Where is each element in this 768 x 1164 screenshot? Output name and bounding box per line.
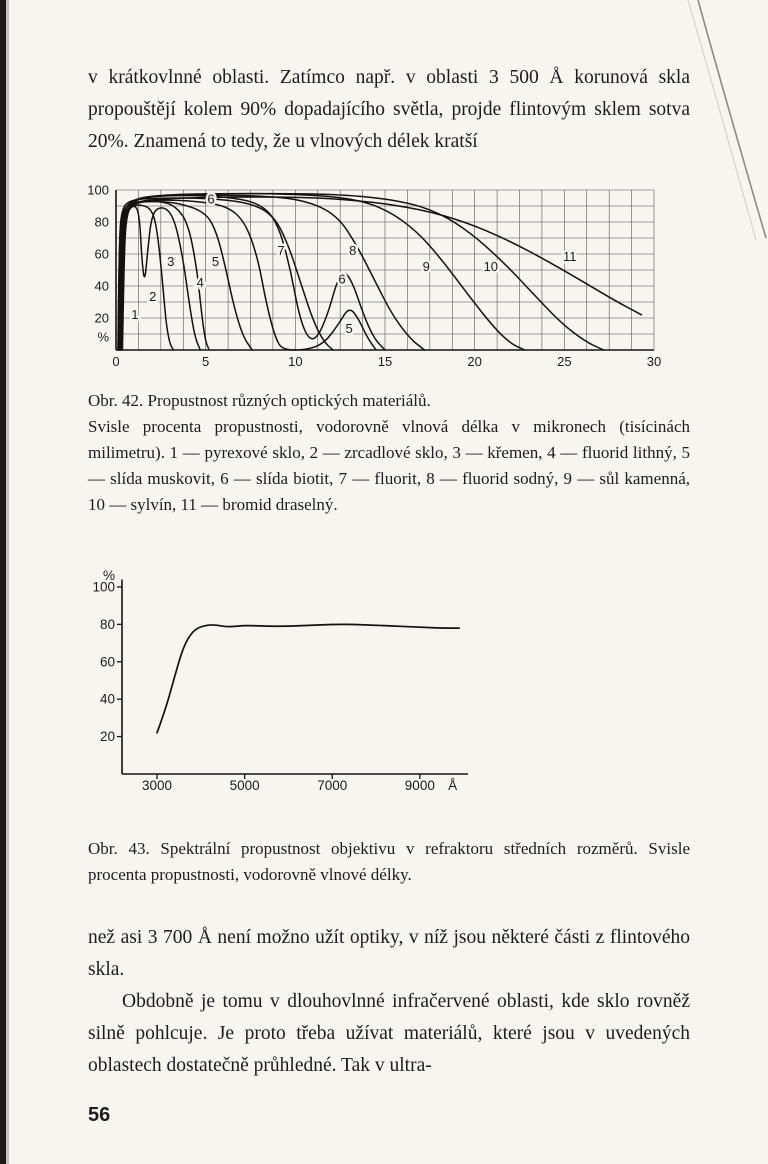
svg-text:4: 4	[196, 274, 204, 290]
svg-text:5000: 5000	[229, 778, 260, 793]
svg-text:0: 0	[112, 354, 120, 369]
svg-text:5: 5	[345, 321, 353, 337]
svg-text:20: 20	[94, 310, 109, 326]
caption-obr-42-body: Svisle procenta propustnosti, vodorovně vlnová délka v mikronech (tisícinách milimetru). 1 — pyrexové sklo, 2 — zrcadlové sklo, 3 — křemen, 4 — fluorid lithný, 5 — slída muskovit, 6 — slída biotit, 7 — fluorit, 8 — fluorid sodný, 9 — sůl kamenná, 10 — sylvín, 11 — bromid draselný.	[88, 417, 690, 514]
caption-obr-42-title: Obr. 42. Propustnost různých optických materiálů.	[88, 391, 431, 410]
svg-text:%: %	[97, 329, 109, 345]
svg-text:20: 20	[467, 354, 482, 369]
paragraph-after-fig43-1: než asi 3 700 Å není možno užít optiky, v níž jsou některé části z flintového skla.	[88, 927, 690, 980]
svg-text:10: 10	[288, 354, 303, 369]
chart-obr-42	[86, 170, 662, 374]
figure-obr-42	[86, 170, 690, 374]
scan-edge-shadow	[6, 0, 9, 1164]
caption-obr-43	[88, 836, 690, 888]
svg-text:7000: 7000	[317, 778, 348, 793]
svg-text:6: 6	[338, 271, 346, 287]
svg-text:8: 8	[349, 242, 357, 258]
page-content	[88, 62, 690, 1127]
svg-text:11: 11	[562, 249, 577, 265]
svg-text:1: 1	[131, 306, 139, 322]
svg-text:40: 40	[94, 278, 109, 294]
chart-obr-43	[88, 558, 484, 810]
svg-text:80: 80	[99, 616, 115, 632]
svg-text:15: 15	[377, 354, 393, 369]
svg-text:2: 2	[149, 289, 157, 305]
figure-obr-43	[88, 558, 690, 810]
svg-text:%: %	[102, 568, 115, 584]
svg-text:40: 40	[99, 691, 115, 707]
svg-text:9000: 9000	[404, 778, 435, 793]
svg-text:100: 100	[92, 579, 115, 595]
svg-text:20: 20	[99, 729, 115, 745]
svg-text:10: 10	[483, 258, 499, 274]
caption-obr-43-text: Obr. 43. Spektrální propustnost objektivu v refraktoru středních rozměrů. Svisle procenta propustnosti, vodorovně vlnové délky.	[88, 839, 690, 884]
svg-text:80: 80	[94, 214, 109, 230]
page-number: 56	[88, 1104, 111, 1126]
svg-text:6: 6	[207, 191, 215, 207]
svg-text:25: 25	[557, 354, 572, 369]
svg-text:9: 9	[422, 258, 430, 274]
svg-text:5: 5	[211, 254, 220, 269]
svg-text:5: 5	[202, 354, 210, 369]
svg-text:3000: 3000	[142, 778, 173, 793]
page-curl-line	[684, 0, 768, 242]
svg-text:100: 100	[87, 182, 109, 198]
svg-text:60: 60	[94, 246, 109, 262]
caption-obr-42	[88, 388, 690, 518]
svg-text:60: 60	[99, 654, 115, 670]
paragraph-intro: v krátkovlnné oblasti. Zatímco např. v oblasti 3 500 Å korunová skla propouštějí kolem 90% dopadajícího světla, projde flintovým sklem sotva 20%. Znamená to tedy, že u vlnových délek kratší	[88, 67, 690, 152]
svg-text:30: 30	[646, 354, 662, 369]
paragraph-after-fig43-2: Obdobně je tomu v dlouhovlnné infračervené oblasti, kde sklo rovněž silně pohlcuje. Je proto třeba užívat materiálů, které jsou v uvedených oblastech dostatečně průhledné. Tak v ultra-	[88, 991, 690, 1076]
svg-text:Å: Å	[448, 778, 458, 793]
svg-text:3: 3	[167, 254, 175, 269]
svg-text:7: 7	[277, 242, 285, 258]
